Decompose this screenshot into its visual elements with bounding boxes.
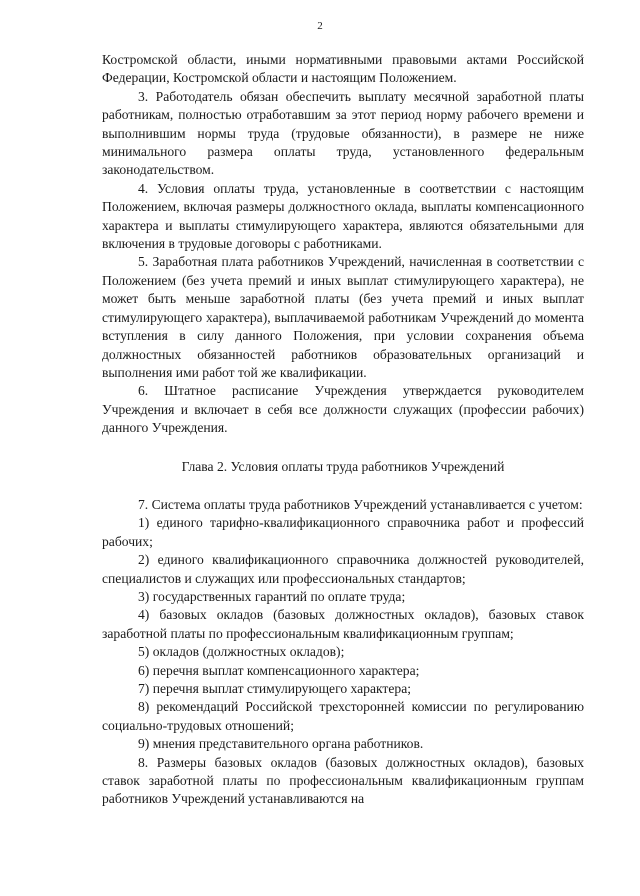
paragraph-7: 7. Система оплаты труда работников Учреждений устанавливается с учетом: xyxy=(138,496,583,512)
paragraph-6: 6. Штатное расписание Учреждения утверждается руководителем Учреждения и включает в себя все должности служащих (профессии рабочих) данного Учреждения. xyxy=(102,383,584,436)
list-item-7-8: 8) рекомендаций Российской трехсторонней комиссии по регулированию социально-трудовых отношений; xyxy=(102,699,584,733)
chapter-2-heading: Глава 2. Условия оплаты труда работников Учреждений xyxy=(181,458,505,474)
list-item-7-3: 3) государственных гарантий по оплате труда; xyxy=(138,588,406,604)
list-item-7-4: 4) базовых окладов (базовых должностных окладов), базовых ставок заработной платы по профессиональным квалификационным группам; xyxy=(102,607,584,641)
list-item-7-5: 5) окладов (должностных окладов); xyxy=(138,644,345,660)
paragraph-4: 4. Условия оплаты труда, установленные в соответствии с настоящим Положением, включая размеры должностного оклада, выплаты компенсационного характера и выплаты стимулирующего характера, являются обязательными для включения в трудовые договоры с работниками. xyxy=(102,180,584,252)
document-body xyxy=(102,51,584,809)
list-item-7-2: 2) единого квалификационного справочника должностей руководителей, специалистов и служащих или профессиональных стандартов; xyxy=(102,552,584,586)
list-item-7-6: 6) перечня выплат компенсационного характера; xyxy=(138,662,420,678)
paragraph-5: 5. Заработная плата работников Учреждений, начисленная в соответствии с Положением (без учета премий и иных выплат стимулирующего характера), не может быть меньше заработной платы (без учета премий и иных выплат стимулирующего характера), выплачиваемой работникам Учреждений до момента вступления в силу данного Положения, при условии сохранения объема должностных обязанностей работников образовательных организаций и выполнения ими работ той же квалификации. xyxy=(102,254,584,380)
paragraph-continuation: Костромской области, иными нормативными правовыми актами Российской Федерации, Костромской области и настоящим Положением. xyxy=(102,52,584,86)
paragraph-3: 3. Работодатель обязан обеспечить выплату месячной заработной платы работникам, полностью отработавшим за этот период норму рабочего времени и выполнившим нормы труда (трудовые обязанности), в размере не ниже минимального размера оплаты труда, установленного федеральным законодательством. xyxy=(102,88,584,178)
page-number: 2 xyxy=(317,20,323,32)
list-item-7-1: 1) единого тарифно-квалификационного справочника работ и профессий рабочих; xyxy=(102,515,584,549)
list-item-7-9: 9) мнения представительного органа работников. xyxy=(138,736,424,752)
list-item-7-7: 7) перечня выплат стимулирующего характера; xyxy=(138,681,412,696)
paragraph-8: 8. Размеры базовых окладов (базовых должностных окладов), базовых ставок заработной платы по профессиональным квалификационным группам работников Учреждений устанавливаются на xyxy=(102,754,584,807)
